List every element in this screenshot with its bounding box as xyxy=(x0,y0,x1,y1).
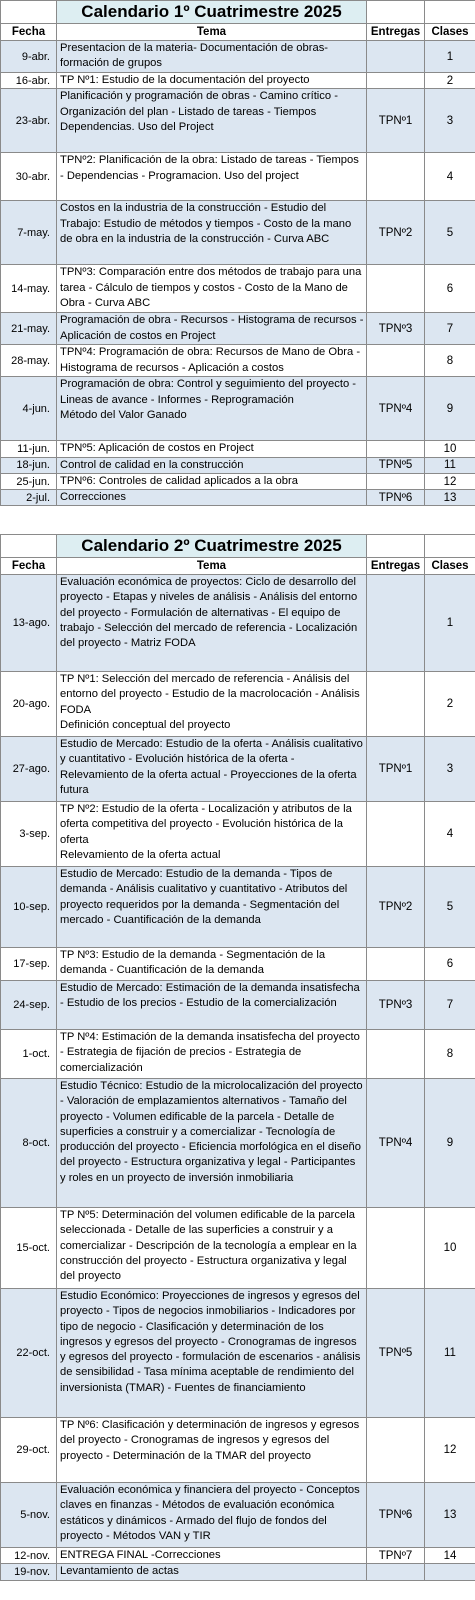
class-number-cell: 4 xyxy=(425,153,475,201)
date-cell: 29-oct. xyxy=(1,1418,57,1483)
table-row xyxy=(1,1030,475,1079)
topic-cell: TPNº6: Controles de calidad aplicados a la obra xyxy=(57,473,367,489)
delivery-cell xyxy=(367,802,425,867)
table-row xyxy=(1,473,475,489)
date-cell: 12-nov. xyxy=(1,1548,57,1564)
header-clases: Clases xyxy=(425,558,475,575)
header-fecha: Fecha xyxy=(1,558,57,575)
topic-cell: TPNº5: Aplicación de costos en Project xyxy=(57,441,367,457)
date-cell: 7-may. xyxy=(1,201,57,265)
date-cell: 11-jun. xyxy=(1,441,57,457)
topic-cell: Estudio de Mercado: Estudio de la oferta - Análisis cualitativo y cuantitativo - Evolución histórica de la oferta - Relevamiento de la oferta actual - Proyecciones de la oferta futura xyxy=(57,737,367,802)
topic-cell: TP Nº4: Estimación de la demanda insatisfecha del proyecto - Estrategia de fijación de precios - Estrategia de comercialización xyxy=(57,1030,367,1079)
topic-cell: TP Nº1: Estudio de la documentación del proyecto xyxy=(57,73,367,89)
class-number-cell: 14 xyxy=(425,1548,475,1564)
date-cell: 16-abr. xyxy=(1,73,57,89)
table-row xyxy=(1,1079,475,1208)
date-cell: 17-sep. xyxy=(1,948,57,981)
calendar-2nd-term-rows xyxy=(1,575,475,1581)
class-number-cell: 9 xyxy=(425,1079,475,1208)
topic-cell: TP Nº2: Estudio de la oferta - Localización y atributos de la oferta competitiva del proyecto - Evolución histórica de la oferta Relevamiento de la oferta actual xyxy=(57,802,367,867)
class-number-cell: 2 xyxy=(425,672,475,737)
date-cell: 8-oct. xyxy=(1,1079,57,1208)
table-row xyxy=(1,89,475,153)
topic-cell: Planificación y programación de obras - Camino crítico - Organización del plan - Listado de tareas - Tiempos Dependencias. Uso del Project xyxy=(57,89,367,153)
date-cell: 2-jul. xyxy=(1,490,57,506)
delivery-cell: TPNº5 xyxy=(367,457,425,473)
class-number-cell: 6 xyxy=(425,948,475,981)
date-cell: 18-jun. xyxy=(1,457,57,473)
table-row xyxy=(1,313,475,345)
class-number-cell: 13 xyxy=(425,1483,475,1548)
table-row xyxy=(1,1289,475,1418)
topic-cell: Levantamiento de actas xyxy=(57,1564,367,1580)
table-row xyxy=(1,73,475,89)
header-clases: Clases xyxy=(425,24,475,41)
delivery-cell xyxy=(367,1208,425,1289)
delivery-cell: TPNº1 xyxy=(367,737,425,802)
date-cell: 28-may. xyxy=(1,345,57,377)
class-number-cell: 5 xyxy=(425,867,475,948)
delivery-cell xyxy=(367,1564,425,1580)
date-cell: 23-abr. xyxy=(1,89,57,153)
delivery-cell xyxy=(367,473,425,489)
date-cell: 10-sep. xyxy=(1,867,57,948)
topic-cell: Programación de obra: Control y seguimiento del proyecto - Lineas de avance - Informes - Reprogramación Método del Valor Ganado xyxy=(57,377,367,441)
table-row xyxy=(1,802,475,867)
topic-cell: Presentacion de la materia- Documentación de obras- formación de grupos xyxy=(57,41,367,73)
topic-cell: TPNº3: Comparación entre dos métodos de trabajo para una tarea - Cálculo de tiempos y costos - Costo de la Mano de Obra - Curva ABC xyxy=(57,265,367,313)
topic-cell: Estudio Técnico: Estudio de la microlocalización del proyecto - Valoración de emplazamientos alternativos - Tamaño del proyecto - Volumen edificable de la parcela - Detalle de superficies a construir y a comercializar - Tecnología de producción del proyecto - Eficiencia morfológica en el diseño del proyecto - Estructura organizativa y legal - Participantes y roles en un proyecto de inversión inmobiliaria xyxy=(57,1079,367,1208)
class-number-cell: 12 xyxy=(425,1418,475,1483)
class-number-cell: 7 xyxy=(425,981,475,1030)
table-row xyxy=(1,1564,475,1580)
class-number-cell: 1 xyxy=(425,41,475,73)
delivery-cell: TPNº5 xyxy=(367,1289,425,1418)
class-number-cell: 10 xyxy=(425,441,475,457)
class-number-cell: 11 xyxy=(425,457,475,473)
date-cell: 3-sep. xyxy=(1,802,57,867)
table-row xyxy=(1,265,475,313)
date-cell: 15-oct. xyxy=(1,1208,57,1289)
header-entregas: Entregas xyxy=(367,24,425,41)
delivery-cell: TPNº2 xyxy=(367,201,425,265)
table-row xyxy=(1,1208,475,1289)
table-row xyxy=(1,345,475,377)
delivery-cell xyxy=(367,345,425,377)
delivery-cell: TPNº4 xyxy=(367,377,425,441)
delivery-cell: TPNº2 xyxy=(367,867,425,948)
delivery-cell xyxy=(367,1418,425,1483)
date-cell: 27-ago. xyxy=(1,737,57,802)
table-row xyxy=(1,948,475,981)
title-spacer xyxy=(1,535,57,558)
date-cell: 25-jun. xyxy=(1,473,57,489)
delivery-cell xyxy=(367,575,425,672)
date-cell: 24-sep. xyxy=(1,981,57,1030)
class-number-cell: 6 xyxy=(425,265,475,313)
header-entregas: Entregas xyxy=(367,558,425,575)
date-cell: 21-may. xyxy=(1,313,57,345)
topic-cell: TPNº4: Programación de obra: Recursos de Mano de Obra - Histograma de recursos - Aplicación a costos xyxy=(57,345,367,377)
calendar-2nd-term xyxy=(0,534,475,1581)
topic-cell: Correcciones xyxy=(57,490,367,506)
delivery-cell xyxy=(367,441,425,457)
delivery-cell xyxy=(367,73,425,89)
topic-cell: Control de calidad en la construcción xyxy=(57,457,367,473)
topic-cell: TP Nº1: Selección del mercado de referencia - Análisis del entorno del proyecto - Estudio de la macrolocación - Análisis FODA Definición conceptual del proyecto xyxy=(57,672,367,737)
calendar-1st-term xyxy=(0,0,475,506)
delivery-cell xyxy=(367,1030,425,1079)
table-row xyxy=(1,1418,475,1483)
header-tema: Tema xyxy=(57,558,367,575)
title-spacer xyxy=(367,1,425,24)
delivery-cell xyxy=(367,948,425,981)
calendar-2nd-term-table xyxy=(0,534,475,1581)
topic-cell: Evaluación económica y financiera del proyecto - Conceptos claves en finanzas - Métodos de evaluación económica estáticos y dinámicos - Armado del flujo de fondos del proyecto - Métodos VAN y TIR xyxy=(57,1483,367,1548)
class-number-cell: 5 xyxy=(425,201,475,265)
delivery-cell: TPNº1 xyxy=(367,89,425,153)
table-row xyxy=(1,1483,475,1548)
title-spacer xyxy=(425,1,475,24)
delivery-cell: TPNº3 xyxy=(367,313,425,345)
calendar-title: Calendario 2º Cuatrimestre 2025 xyxy=(57,535,367,558)
topic-cell: Estudio Económico: Proyecciones de ingresos y egresos del proyecto - Tipos de negocios inmobiliarios - Indicadores por tipo de negocio - Clasificación y determinación de los ingresos y egresos del proyecto - Cronogramas de ingresos y egresos del proyecto - formulación de escenarios - análisis de sensibilidad - Tasa mínima aceptable de rendimiento del inversionista (TMAR) - Fuentes de financiamiento xyxy=(57,1289,367,1418)
class-number-cell: 13 xyxy=(425,490,475,506)
table-row xyxy=(1,1548,475,1564)
topic-cell: Estudio de Mercado: Estimación de la demanda insatisfecha - Estudio de los precios - Estudio de la comercialización xyxy=(57,981,367,1030)
topic-cell: Evaluación económica de proyectos: Ciclo de desarrollo del proyecto - Etapas y niveles de análisis - Análisis del entorno del proyecto - Formulación de alternativas - El equipo de trabajo - Selección del mercado de referencia - Localización del proyecto - Matriz FODA xyxy=(57,575,367,672)
table-row xyxy=(1,377,475,441)
topic-cell: TPNº2: Planificación de la obra: Listado de tareas - Tiempos - Dependencias - Programacion. Uso del project xyxy=(57,153,367,201)
class-number-cell: 11 xyxy=(425,1289,475,1418)
class-number-cell: 2 xyxy=(425,73,475,89)
topic-cell: TP Nº3: Estudio de la demanda - Segmentación de la demanda - Cuantificación de la demanda xyxy=(57,948,367,981)
topic-cell: ENTREGA FINAL -Correcciones xyxy=(57,1548,367,1564)
topic-cell: Estudio de Mercado: Estudio de la demanda - Tipos de demanda - Análisis cualitativo y cuantitativo - Atributos del proyecto requeridos por la demanda - Segmentación del mercado - Cuantificación de la demanda xyxy=(57,867,367,948)
date-cell: 14-may. xyxy=(1,265,57,313)
topic-cell: TP Nº5: Determinación del volumen edificable de la parcela seleccionada - Detalle de las superficies a construir y a comercializar - Descripción de la tecnología a emplear en la construcción del proyecto - Estructura organizativa y legal del proyecto xyxy=(57,1208,367,1289)
header-tema: Tema xyxy=(57,24,367,41)
delivery-cell xyxy=(367,41,425,73)
delivery-cell xyxy=(367,153,425,201)
table-row xyxy=(1,153,475,201)
title-spacer xyxy=(367,535,425,558)
delivery-cell: TPNº7 xyxy=(367,1548,425,1564)
class-number-cell: 3 xyxy=(425,737,475,802)
date-cell: 1-oct. xyxy=(1,1030,57,1079)
class-number-cell: 12 xyxy=(425,473,475,489)
class-number-cell: 4 xyxy=(425,802,475,867)
class-number-cell: 7 xyxy=(425,313,475,345)
table-row xyxy=(1,41,475,73)
table-row xyxy=(1,737,475,802)
class-number-cell: 9 xyxy=(425,377,475,441)
class-number-cell: 1 xyxy=(425,575,475,672)
delivery-cell: TPNº4 xyxy=(367,1079,425,1208)
calendar-1st-term-table xyxy=(0,0,475,506)
topic-cell: TP Nº6: Clasificación y determinación de ingresos y egresos del proyecto - Cronogramas de ingresos y egresos del proyecto - Determinación de la TMAR del proyecto xyxy=(57,1418,367,1483)
table-row xyxy=(1,672,475,737)
delivery-cell: TPNº6 xyxy=(367,490,425,506)
date-cell: 5-nov. xyxy=(1,1483,57,1548)
date-cell: 20-ago. xyxy=(1,672,57,737)
topic-cell: Programación de obra - Recursos - Histograma de recursos - Aplicación de costos en Project xyxy=(57,313,367,345)
delivery-cell xyxy=(367,265,425,313)
date-cell: 9-abr. xyxy=(1,41,57,73)
date-cell: 22-oct. xyxy=(1,1289,57,1418)
class-number-cell: 8 xyxy=(425,1030,475,1079)
header-fecha: Fecha xyxy=(1,24,57,41)
table-row xyxy=(1,981,475,1030)
table-row xyxy=(1,457,475,473)
date-cell: 30-abr. xyxy=(1,153,57,201)
delivery-cell: TPNº3 xyxy=(367,981,425,1030)
class-number-cell: 3 xyxy=(425,89,475,153)
title-spacer xyxy=(425,535,475,558)
date-cell: 4-jun. xyxy=(1,377,57,441)
table-row xyxy=(1,490,475,506)
title-spacer xyxy=(1,1,57,24)
calendar-1st-term-rows xyxy=(1,41,475,506)
table-row xyxy=(1,201,475,265)
class-number-cell: 8 xyxy=(425,345,475,377)
date-cell: 13-ago. xyxy=(1,575,57,672)
class-number-cell: 10 xyxy=(425,1208,475,1289)
topic-cell: Costos en la industria de la construcción - Estudio del Trabajo: Estudio de métodos y tiempos - Costo de la mano de obra en la industria de la construcción - Curva ABC xyxy=(57,201,367,265)
table-row xyxy=(1,441,475,457)
delivery-cell xyxy=(367,672,425,737)
table-row xyxy=(1,867,475,948)
date-cell: 19-nov. xyxy=(1,1564,57,1580)
class-number-cell xyxy=(425,1564,475,1580)
calendar-title: Calendario 1º Cuatrimestre 2025 xyxy=(57,1,367,24)
delivery-cell: TPNº6 xyxy=(367,1483,425,1548)
table-row xyxy=(1,575,475,672)
